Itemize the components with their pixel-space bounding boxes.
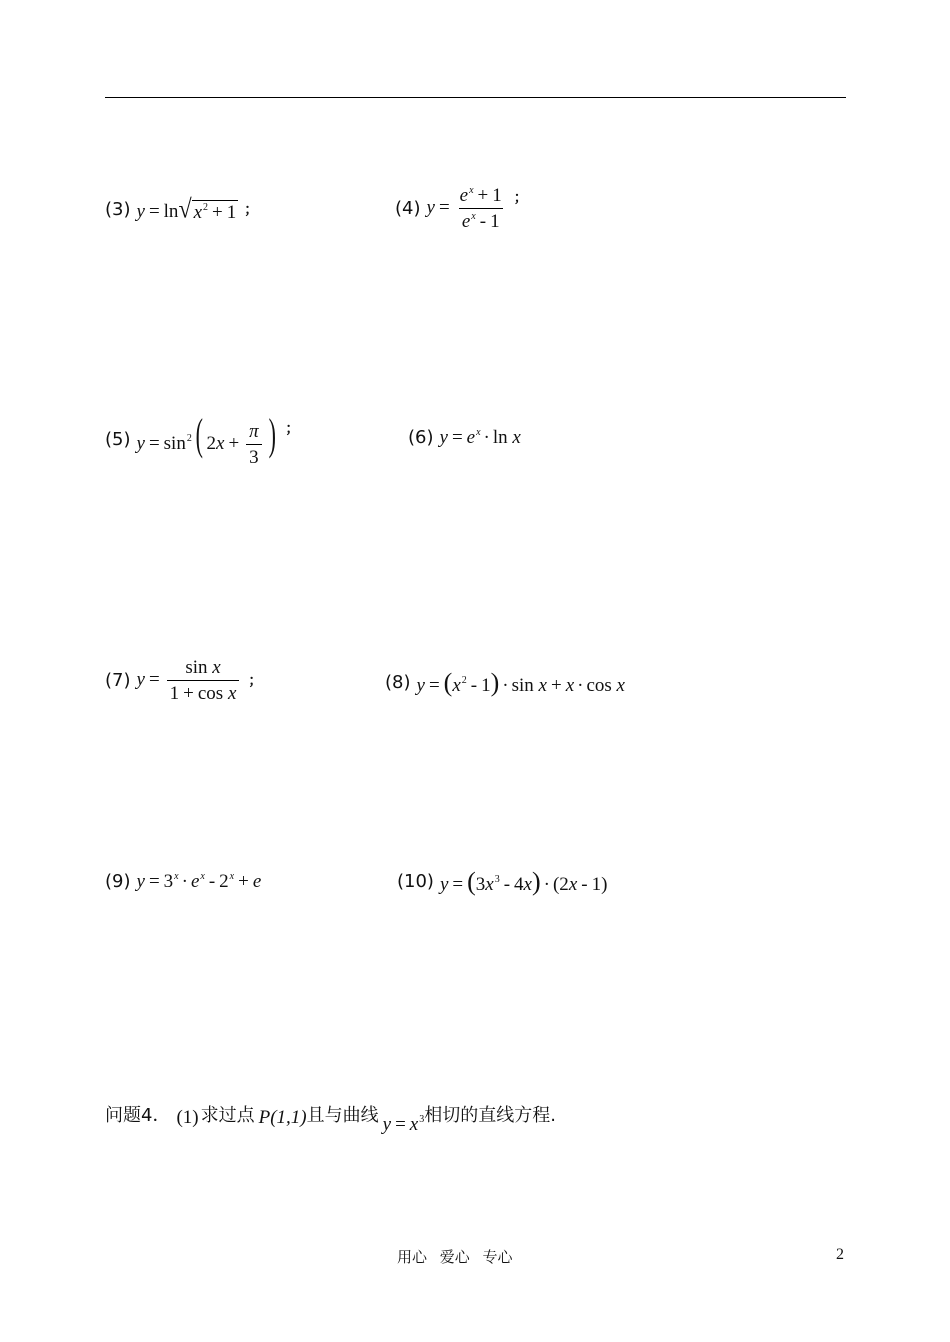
problem-3-label: (3) (105, 199, 131, 220)
problem-6-formula: $y = e^x \cdot \ln x$ (439, 427, 521, 448)
problem-4-semicolon: ； (513, 189, 528, 206)
question-4-point: P(1,1) (258, 1107, 307, 1128)
problem-5-label: (5) (105, 429, 131, 451)
footer-motto: 用心 爱心 专心 (397, 1248, 513, 1266)
problem-7-semicolon: ； (248, 672, 263, 689)
problem-6 (408, 428, 521, 447)
question-4-text-3: 相切的直线方程. (424, 1105, 556, 1126)
question-4-text-1: 求过点 (200, 1105, 255, 1126)
problem-8 (385, 670, 625, 696)
problem-7-label: (7) (105, 669, 131, 691)
question-4-prefix: 问题4． (105, 1105, 171, 1126)
page-number: 2 (836, 1246, 844, 1263)
problem-5-formula: $y = \sin^2$( 2x + $\frac{\pi}{3}$ ) (136, 410, 276, 469)
problem-3 (105, 195, 259, 225)
header-rule (105, 97, 846, 98)
problem-10-label: (10) (397, 871, 434, 892)
problem-8-formula: $y = (x^2 - 1) \cdot \sin x + x \cdot \cos x$ (416, 668, 625, 697)
problem-8-label: (8) (385, 672, 411, 693)
problem-5 (105, 410, 300, 469)
problem-5-semicolon: ； (285, 421, 300, 438)
problem-9-label: (9) (105, 870, 131, 892)
problem-4-label: (4) (395, 197, 421, 219)
problem-9-formula: $y = 3^x \cdot e^x - 2^x + e$ (136, 871, 262, 892)
problem-6-label: (6) (408, 426, 434, 448)
question-4-curve: $y = x^3$ (382, 1114, 425, 1135)
problem-3-formula: y = ln √ $x^2 + 1$ (136, 195, 237, 225)
problem-3-semicolon: ； (244, 202, 259, 218)
problem-4-formula: y = $\frac{e^x + 1}{e^x - 1}$ (426, 185, 502, 232)
problem-7 (105, 658, 262, 703)
problem-10 (397, 869, 607, 895)
question-4-text-2: 且与曲线 (306, 1105, 379, 1126)
question-4-part: (1) (176, 1107, 199, 1128)
problem-9 (105, 872, 261, 891)
question-4 (105, 1092, 556, 1136)
problem-7-formula: y = $\frac{\text{sin x}}{\text{1 + cos x}}$ (137, 658, 243, 703)
problem-4 (395, 186, 528, 231)
problem-10-formula: $y = (3x^3 - 4x) \cdot (2x - 1)$ (439, 867, 608, 896)
